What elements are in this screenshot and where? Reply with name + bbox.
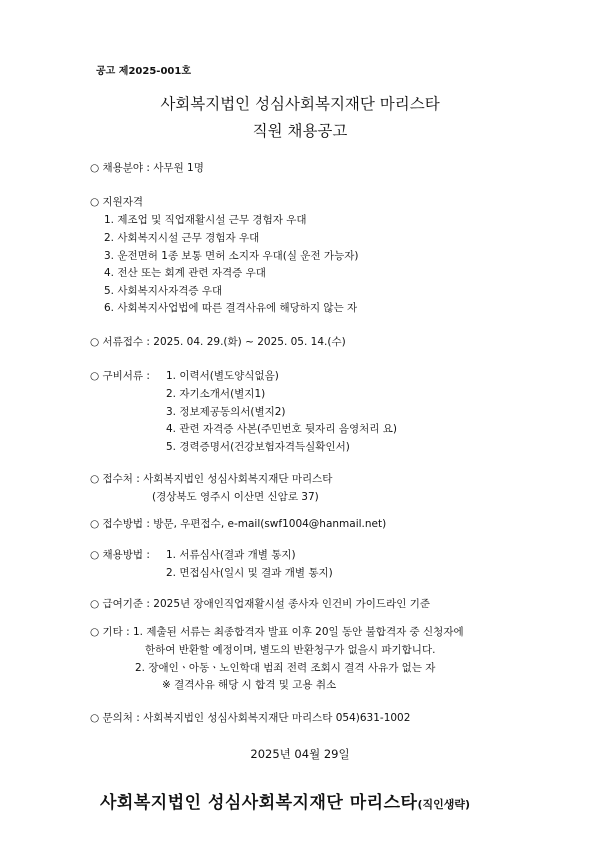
document-item: 1. 이력서(별도양식없음) (166, 370, 279, 382)
qualifications-heading: ○ 지원자격 (90, 196, 144, 208)
qualification-item: 5. 사회복지사자격증 우대 (104, 285, 223, 297)
notice-number: 공고 제2025-001호 (96, 66, 191, 77)
document-item: 3. 정보제공동의서(별지2) (166, 406, 286, 418)
notice-title-org: 사회복지법인 성심사회복지재단 마리스타 (160, 95, 440, 113)
etc-line: 한하여 반환할 예정이며, 별도의 반환청구가 없을시 파기합니다. (145, 644, 436, 656)
document-item: 4. 관련 자격증 사본(주민번호 뒷자리 음영처리 요) (166, 423, 397, 435)
qualification-item: 4. 전산 또는 회계 관련 자격증 우대 (104, 267, 266, 279)
notice-title: 직원 채용공고 (252, 122, 348, 140)
document-item: 5. 경력증명서(건강보험자격득실확인서) (166, 441, 350, 453)
selection-label: ○ 채용방법 : (90, 549, 150, 561)
recruit-field: ○ 채용분야 : 사무원 1명 (90, 162, 204, 174)
qualification-item: 6. 사회복지사업법에 따른 결격사유에 해당하지 않는 자 (104, 302, 358, 314)
selection-item: 2. 면접심사(일시 및 결과 개별 통지) (166, 567, 333, 579)
salary-standard: ○ 급여기준 : 2025년 장애인직업재활시설 종사자 인건비 가이드라인 기준 (90, 598, 430, 610)
qualification-item: 1. 제조업 및 직업재활시설 근무 경험자 우대 (104, 214, 307, 226)
etc-line: ○ 기타 : 1. 제출된 서류는 최종합격자 발표 이후 20일 동안 불합격자 중 신청자에 (90, 626, 464, 638)
contact-info: ○ 문의처 : 사회복지법인 성심사회복지재단 마리스타 054)631-1002 (90, 712, 411, 724)
documents-label: ○ 구비서류 : (90, 370, 150, 382)
qualification-item: 2. 사회복지시설 근무 경험자 우대 (104, 232, 260, 244)
footer-org-name: 사회복지법인 성심사회복지재단 마리스타 (100, 793, 418, 813)
qualification-item: 3. 운전면허 1종 보통 면허 소지자 우대(실 운전 가능자) (104, 250, 359, 262)
document-item: 2. 자기소개서(별지1) (166, 388, 266, 400)
reception-address: (경상북도 영주시 이산면 신암로 37) (152, 491, 319, 503)
reception-period: ○ 서류접수 : 2025. 04. 29.(화) ~ 2025. 05. 14.(수) (90, 336, 346, 348)
etc-note: ※ 결격사유 해당 시 합격 및 고용 취소 (162, 679, 337, 691)
footer-organization (100, 788, 470, 813)
seal-omitted-note: (직인생략) (417, 798, 470, 811)
etc-line: 2. 장애인ㆍ아동ㆍ노인학대 범죄 전력 조회시 결격 사유가 없는 자 (135, 662, 436, 674)
selection-item: 1. 서류심사(결과 개별 통지) (166, 549, 296, 561)
reception-place: ○ 접수처 : 사회복지법인 성심사회복지재단 마리스타 (90, 473, 333, 485)
reception-method: ○ 접수방법 : 방문, 우편접수, e-mail(swf1004@hanmail.net) (90, 518, 387, 530)
notice-date: 2025년 04월 29일 (250, 747, 350, 761)
